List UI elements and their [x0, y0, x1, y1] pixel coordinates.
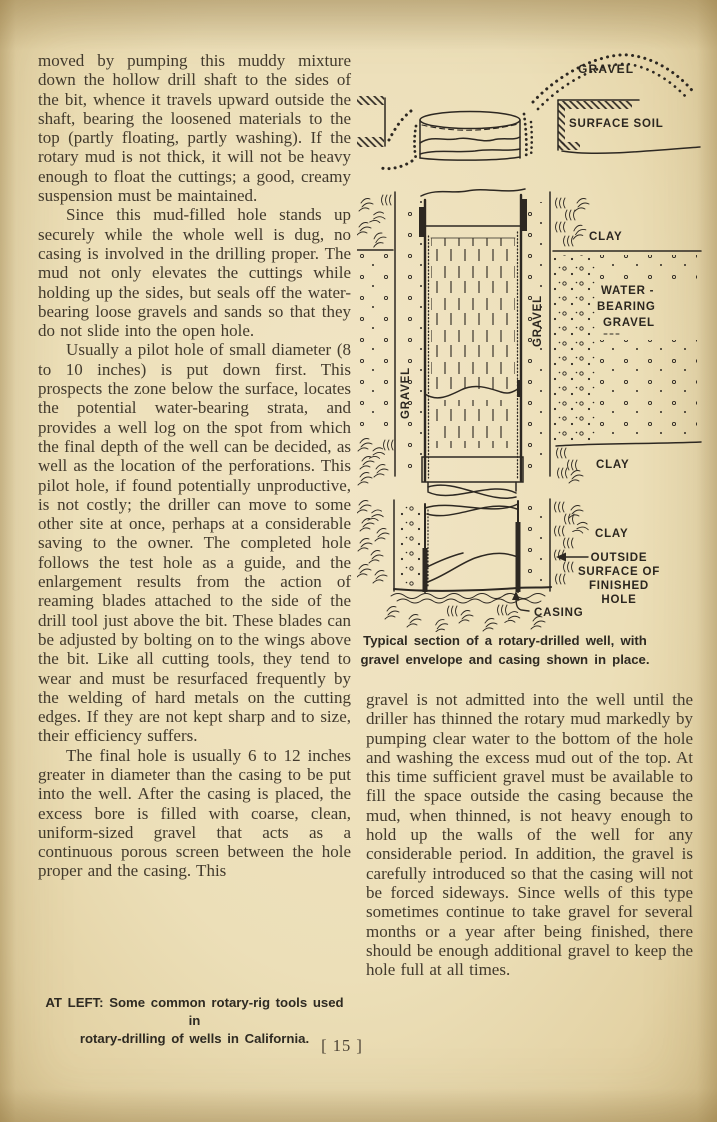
label-outside-1: OUTSIDE [590, 552, 648, 564]
label-water-bearing-3: GRAVEL [603, 317, 655, 329]
label-casing: CASING [534, 607, 584, 619]
label-outside-2: SURFACE OF [577, 566, 661, 578]
body-paragraph: The final hole is usually 6 to 12 inches greater in diameter than the casing to be put into the well. After the casing is placed, the excess bore is filled with coarse, clean, uniform-sized gravel that acts as a continuous porous screen between the hole proper and the casing. This [38, 745, 351, 881]
label-surface-soil: SURFACE SOIL [569, 118, 664, 130]
right-column [366, 690, 693, 979]
diagram-middle-section [357, 189, 701, 498]
body-paragraph: gravel is not admitted into the well until the driller has thinned the rotary mud markedly by pumping clear water to the bottom of the hole and washing the excess mud out of the top. At this time sufficient gravel must be available to fill the space outside the casing because the mud, when thinned, is not heavy enough to hold up the walls of the well for any considerable period. In addition, the gravel is carefully introduced so that the casing will not be forced sideways. Since wells of this type sometimes continue to take gravel for several months or a year after being finished, there should be enough additional gravel to keep the hole full at all times. [366, 690, 693, 980]
label-clay-middle: CLAY [596, 459, 630, 471]
diagram-top-section [357, 55, 700, 169]
left-caption-line2: rotary-drilling of wells in California. [79, 1031, 310, 1046]
label-water-bearing-2: BEARING [597, 301, 656, 313]
body-paragraph: moved by pumping this muddy mixture down the hollow drill shaft to the sides of the bit, whence it travels upward outside the shaft, bearing the loosened materials to the top (partly floating, partly washing). If the rotary mud is not thick, it will not be heavy enough to float the cuttings; a good, creamy suspension must be maintained. [38, 51, 351, 206]
diagram-caption-line1: Typical section of a rotary-drilled well, with [363, 633, 647, 648]
well-section-diagram [357, 40, 703, 632]
body-paragraph: Usually a pilot hole of small diameter (8 to 10 inches) is put down first. This prospects the zone below the surface, locates the potential water-bearing strata, and provides a well log on the spot from which the final depth of the well can be decided, as well as the location of the perforations. This pilot hole, if found potentially unproductive, is not costly; the driller can move to some other site at once, perhaps at a considerable saving to the owner. The completed hole follows the test hole as a guide, and the enlargement results from the action of reaming blades attached to the side of the drill tool just above the bit. These blades can be adjusted by bolting on to the wings above the bit. Like all cutting tools, they tend to wear and must be resurfaced frequently by the welding of hard metals on the cutting edges. If they are not kept sharp and to size, their efficiency suffers. [38, 340, 351, 746]
outside-surface-arrow-icon [556, 553, 566, 562]
page-number: [ 15 ] [321, 1036, 363, 1055]
diagram-caption [355, 632, 655, 669]
label-gravel-right-vertical: GRAVEL [532, 295, 544, 347]
diagram-caption-line2: gravel envelope and casing shown in place. [360, 651, 650, 667]
left-column [38, 51, 351, 881]
left-caption-line1: AT LEFT: Some common rotary-rig tools used in [45, 995, 344, 1028]
body-paragraph: Since this mud-filled hole stands up securely while the whole well is dug, no casing is involved in the drilling proper. The mud not only elevates the cuttings while holding up the sides, but seals off the water-bearing loose gravels and sands so that they do not slide into the open hole. [38, 205, 351, 341]
label-clay-upper: CLAY [589, 231, 623, 243]
label-water-bearing-1: WATER - [601, 285, 655, 297]
label-clay-bottom: CLAY [595, 528, 629, 540]
label-outside-3: FINISHED [588, 580, 650, 592]
label-gravel-left-vertical: GRAVEL [400, 367, 412, 419]
label-outside-4: HOLE [601, 594, 637, 606]
diagram-linework [357, 55, 701, 632]
label-gravel-top: GRAVEL [578, 62, 635, 76]
